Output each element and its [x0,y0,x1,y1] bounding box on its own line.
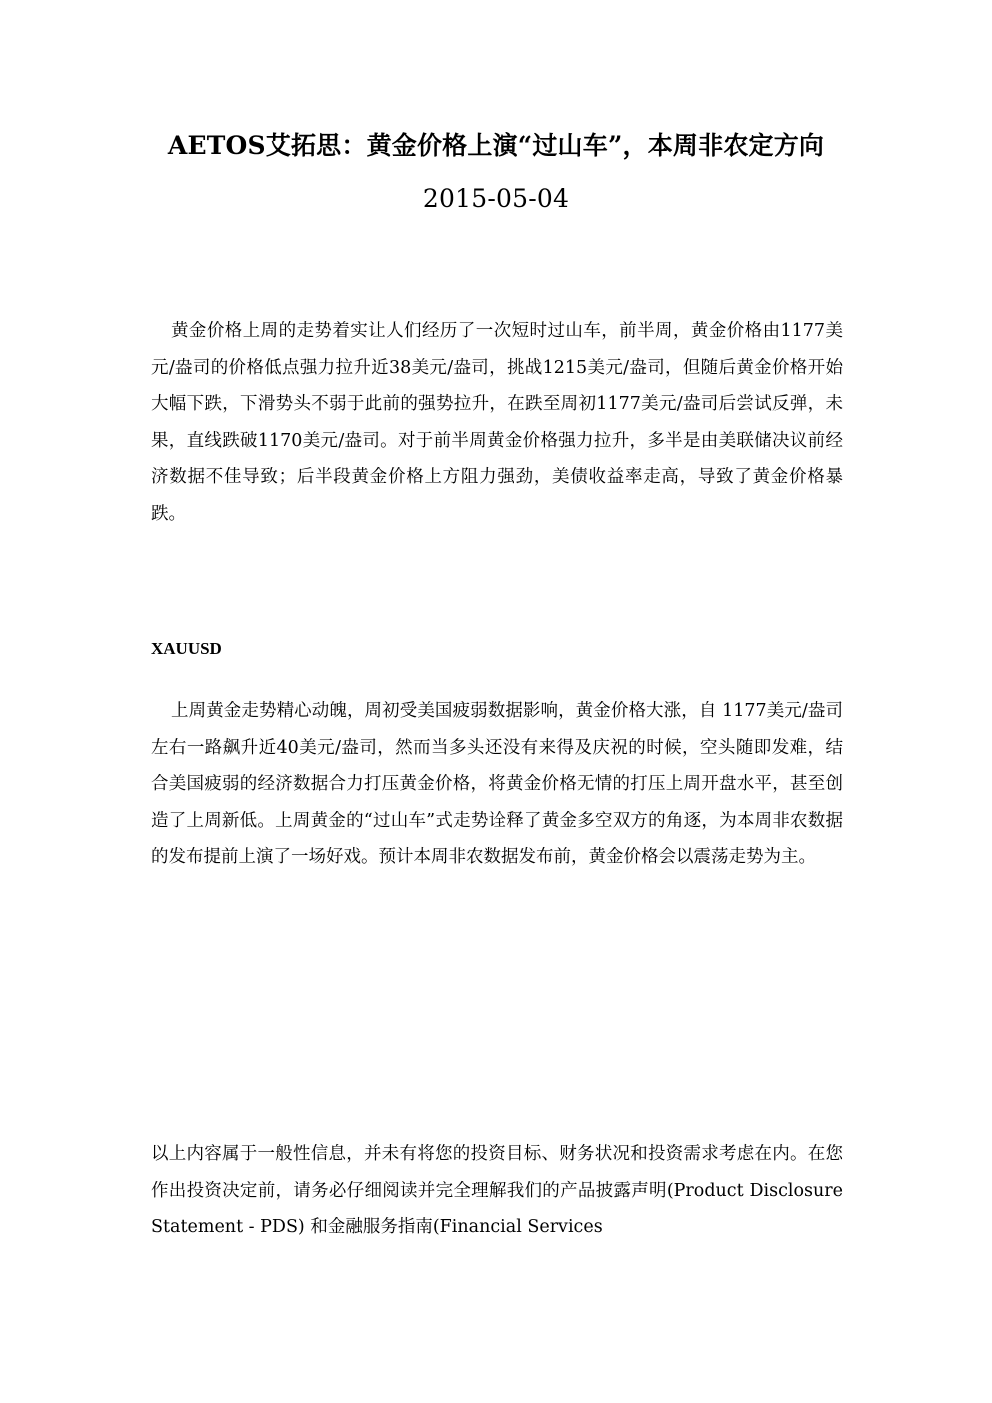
paragraph-xauusd-analysis: 上周黄金走势精心动魄，周初受美国疲弱数据影响，黄金价格大涨，自 1177美元/盎司左右一路飙升近40美元/盎司，然而当多头还没有来得及庆祝的时候，空头随即发难，结合美国疲弱的经济数据合力打压黄金价格，将黄金价格无情的打压上周开盘水平，甚至创造了上周新低。上周黄金的“过山车”式走势诠释了黄金多空双方的角逐，为本周非农数据的发布提前上演了一场好戏。预计本周非农数据发布前，黄金价格会以震荡走势为主。 [151,701,843,867]
section-heading-xauusd: XAUUSD [151,639,222,658]
document-date: 2015-05-04 [422,184,570,213]
paragraph-market-summary: 黄金价格上周的走势着实让人们经历了一次短时过山车，前半周，黄金价格由1177美元/盎司的价格低点强力拉升近38美元/盎司，挑战1215美元/盎司，但随后黄金价格开始大幅下跌，下滑势头不弱于此前的强势拉升，在跌至周初1177美元/盎司后尝试反弹，未果，直线跌破1170美元/盎司。对于前半周黄金价格强力拉升，多半是由美联储决议前经济数据不佳导致；后半段黄金价格上方阻力强劲，美债收益率走高，导致了黄金价格暴跌。 [151,321,843,524]
paragraph-disclaimer: 以上内容属于一般性信息，并未有将您的投资目标、财务状况和投资需求考虑在内。在您作出投资决定前，请务必仔细阅读并完全理解我们的产品披露声明(Product Disclosure Statement - PDS) 和金融服务指南(Financial Services [151,1144,843,1237]
document-title: AETOS艾拓思：黄金价格上演“过山车”，本周非农定方向 [167,131,825,160]
